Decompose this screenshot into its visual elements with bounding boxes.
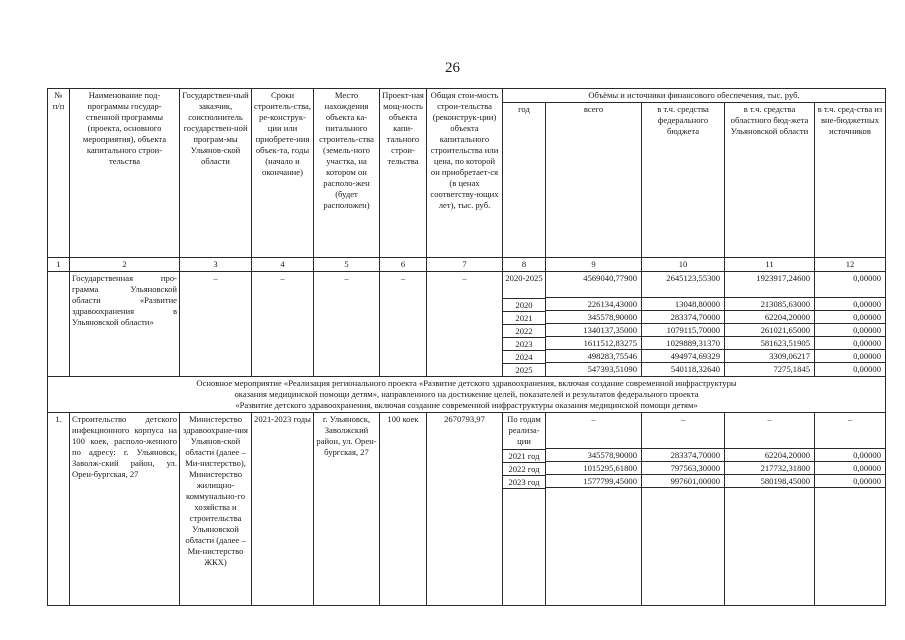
col-number: 7 <box>427 258 503 272</box>
program-year-cell: 2022 <box>503 325 545 338</box>
program-location-dash: – <box>314 272 380 377</box>
header-col-year: год <box>503 103 546 258</box>
program-total-cell: 1611512,83275 <box>546 337 641 350</box>
col-number: 12 <box>815 258 886 272</box>
header-col-name: Наименование под-программы государ-ственной программы (проекта, основного мероприятия), объекта капитального строи-тельства <box>70 89 180 258</box>
program-extra-cell: 0,00000 <box>815 272 885 298</box>
section-heading-line: Основное мероприятие «Реализация регионального проекта «Развитие детского здравоохранения, включая создание современной инфраструктуры <box>196 378 737 388</box>
program-years <box>503 272 546 377</box>
object-year-cell: 2023 год <box>503 476 545 489</box>
section-heading-line: оказания медицинской помощи детям», направленного на достижение целей, показателей и результатов федерального проекта <box>234 389 699 399</box>
object-period: 2021-2023 годы <box>252 413 314 606</box>
header-col-capacity: Проект-ная мощ-ность объекта капи-тального строи-тельства <box>380 89 427 258</box>
header-col-location: Место нахождения объекта ка-питального строитель-ства (земель-ного участка, на котором он располо-жен (будет расположен) <box>314 89 380 258</box>
col-number: 3 <box>180 258 252 272</box>
object-customer: Министерство здравоохране-ния Ульянов-ской области (далее – Ми-нистерство), Министерство жилищно-коммунально-го хозяйства и строительства Ульяновской области (далее – Ми-нистерство ЖКХ) <box>180 413 252 606</box>
program-extra-cell: 0,00000 <box>815 298 885 311</box>
header-col-total: всего <box>546 103 642 258</box>
program-regional-cell: 7275,1845 <box>773 364 810 374</box>
header-col-num: № п/п <box>48 89 70 258</box>
col-number: 11 <box>725 258 815 272</box>
object-regional-cell: 62204,20000 <box>725 449 814 462</box>
col-number: 4 <box>252 258 314 272</box>
object-by-years-label: По годам реализа-ции <box>503 413 545 450</box>
program-extra-cell: 0,00000 <box>853 364 882 374</box>
header-col-federal: в т.ч. средства федерального бюджета <box>642 103 725 258</box>
section-heading <box>48 377 886 413</box>
program-total-cell: 345578,90000 <box>546 311 641 324</box>
program-extra-cell: 0,00000 <box>815 324 885 337</box>
col-number: 5 <box>314 258 380 272</box>
object-federal <box>642 413 725 606</box>
header-col-extra: в т.ч. сред-ства из вне-бюджетных источников <box>815 103 886 258</box>
program-capacity-dash: – <box>380 272 427 377</box>
program-extra-cell: 0,00000 <box>815 350 885 363</box>
program-federal-cell: 1079115,70000 <box>642 324 724 337</box>
program-extra-cell: 0,00000 <box>815 337 885 350</box>
header-col-cost: Общая стои-мость строи-тельства (реконструк-ции) объекта капитального строительства или цена, по которой он приобретает-ся (в ценах соответству-ющих лет), тыс. руб. <box>427 89 503 258</box>
funding-table <box>47 88 886 606</box>
program-year-cell: 2023 <box>503 338 545 351</box>
program-year-cell: 2020 <box>503 299 545 312</box>
program-total-cell: 547393,51090 <box>587 364 637 374</box>
program-year-cell: 2024 <box>503 351 545 364</box>
program-federal-cell: 540118,32640 <box>670 364 720 374</box>
program-extra <box>815 272 886 377</box>
object-total-cell: 345578,90000 <box>546 449 641 462</box>
object-num: 1. <box>48 413 70 606</box>
object-total-cell: 1577799,45000 <box>546 475 641 488</box>
page-number: 26 <box>445 60 460 76</box>
object-extra-cell: 0,00000 <box>815 475 885 488</box>
program-regional-cell: 1923917,24600 <box>725 272 814 298</box>
program-name: Государственная про-грамма Ульяновской области «Развитие здравоохранения в Ульяновской области» <box>70 272 180 377</box>
program-year-cell: 2021 <box>503 312 545 325</box>
program-extra-cell: 0,00000 <box>815 311 885 324</box>
program-year-cell: 2025 <box>515 365 533 375</box>
program-regional-cell: 581623,51905 <box>725 337 814 350</box>
program-total-cell: 1340137,35000 <box>546 324 641 337</box>
program-totals <box>546 272 642 377</box>
program-federal-cell: 283374,70000 <box>642 311 724 324</box>
object-federal-cell: 997601,00000 <box>642 475 724 488</box>
header-funding-group: Объёмы и источники финансового обеспечения, тыс. руб. <box>503 89 886 103</box>
program-period-dash: – <box>252 272 314 377</box>
program-total-cell: 4569040,77900 <box>546 272 641 298</box>
program-federal-cell: 2645123,55300 <box>642 272 724 298</box>
object-extra-dash: – <box>815 413 885 449</box>
object-location: г. Ульяновск, Заволжский район, ул. Орен-бургская, 27 <box>314 413 380 606</box>
program-customer-dash: – <box>180 272 252 377</box>
header-row-top <box>48 89 886 103</box>
object-year-cell: 2022 год <box>503 463 545 476</box>
header-col-regional: в т.ч. средства областного бюд-жета Ульяновской области <box>725 103 815 258</box>
program-total-cell: 498283,75546 <box>546 350 641 363</box>
program-total-cell: 226134,43000 <box>546 298 641 311</box>
object-regional-cell: 580198,45000 <box>725 475 814 488</box>
header-col-customer: Государствен-ный заказчик, соисполнитель государствен-ной програм-мы Ульянов-ской области <box>180 89 252 258</box>
col-number: 6 <box>380 258 427 272</box>
program-federal <box>642 272 725 377</box>
program-federal-cell: 1029889,31370 <box>642 337 724 350</box>
object-regional-cell: 217732,31800 <box>725 462 814 475</box>
object-year-cell: 2021 год <box>503 450 545 463</box>
object-federal-cell: 797563,30000 <box>642 462 724 475</box>
col-number: 8 <box>503 258 546 272</box>
program-year-cell: 2020-2025 <box>503 272 545 299</box>
section-heading-line: «Развитие детского здравоохранения, включая создание современной инфраструктуры оказания медицинской помощи детям» <box>235 400 698 410</box>
program-federal-cell: 13048,80000 <box>642 298 724 311</box>
header-col-period: Сроки строитель-ства, ре-конструк-ции или приобрете-ния объек-та, годы (начало и окончание) <box>252 89 314 258</box>
object-extra-cell: 0,00000 <box>815 462 885 475</box>
program-regional-cell: 3309,06217 <box>725 350 814 363</box>
program-regional <box>725 272 815 377</box>
object-regional <box>725 413 815 606</box>
object-name: Строительство детского инфекционного корпуса на 100 коек, располо-женного по адресу: г. Ульяновск, Заволж-ский район, ул. Орен-бургская, 27 <box>70 413 180 606</box>
object-federal-cell: 283374,70000 <box>642 449 724 462</box>
object-cost: 2670793,97 <box>427 413 503 606</box>
program-regional-cell: 62204,20000 <box>725 311 814 324</box>
col-number: 1 <box>48 258 70 272</box>
program-federal-cell: 494974,69329 <box>642 350 724 363</box>
col-number: 2 <box>70 258 180 272</box>
object-extra <box>815 413 886 606</box>
object-years <box>503 413 546 606</box>
object-regional-dash: – <box>725 413 814 449</box>
object-totals <box>546 413 642 606</box>
object-capacity: 100 коек <box>380 413 427 606</box>
object-federal-dash: – <box>642 413 724 449</box>
col-number: 9 <box>546 258 642 272</box>
program-cost-dash: – <box>427 272 503 377</box>
program-regional-cell: 213085,63000 <box>725 298 814 311</box>
object-row <box>48 413 886 606</box>
program-regional-cell: 261021,65000 <box>725 324 814 337</box>
section-heading-row <box>48 377 886 413</box>
program-row <box>48 272 886 377</box>
col-number: 10 <box>642 258 725 272</box>
program-num-cell <box>48 272 70 377</box>
object-total-dash: – <box>546 413 641 449</box>
object-total-cell: 1015295,61800 <box>546 462 641 475</box>
object-extra-cell: 0,00000 <box>815 449 885 462</box>
column-numbers-row <box>48 258 886 272</box>
